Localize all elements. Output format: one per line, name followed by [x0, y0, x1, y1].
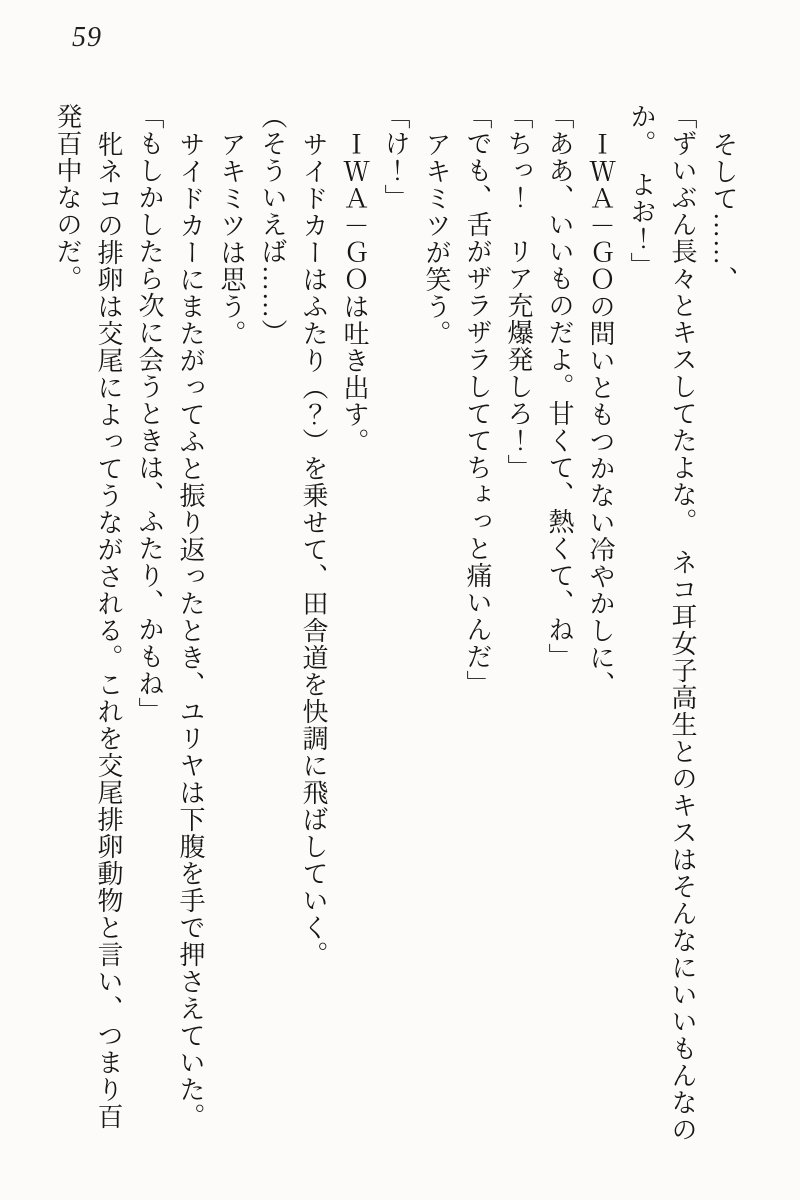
text-line: 「ああ、いいものだよ。甘くて、熱くて、ね」	[545, 103, 574, 670]
name-hyphen: －	[586, 212, 615, 239]
text-line: 牝ネコの排卵は交尾によってうながされる。これを交尾排卵動物と言い、つまり百	[94, 131, 123, 1130]
text-line: 「け！」	[381, 103, 410, 211]
text-line: そして……、	[709, 131, 738, 293]
text-line: 「でも、舌がザラザラしててちょっと痛いんだ」	[463, 103, 492, 697]
text-line: アキミツは思う。	[217, 131, 246, 347]
text-line: ＩＷＡ－ＧＯの問いともつかない冷やかしに、	[586, 131, 615, 698]
text-line: か。 よお！」	[627, 103, 656, 279]
name-hyphen: －	[340, 212, 369, 239]
text-line: 発百中なのだ。	[53, 103, 82, 292]
text-line: 「ずいぶん長々とキスしてたよな。 ネコ耳女子高生とのキスはそんなにいいもんなの	[668, 103, 697, 1143]
text-line: サイドカーはふたり（？）を乗せて、田舎道を快調に飛ばしていく。	[299, 131, 328, 968]
text-line: 「もしかしたら次に会うときは、ふたり、かもね」	[135, 103, 164, 724]
page-number: 59	[72, 22, 102, 53]
text-line: アキミツが笑う。	[422, 131, 451, 347]
text-line: （そういえば……）	[258, 103, 287, 346]
text-line: ＩＷＡ－ＧＯは吐き出す。	[340, 131, 369, 455]
text-line: 「ちっ！ リア充爆発しろ！」	[504, 103, 533, 481]
text-line: サイドカーにまたがってふと振り返ったとき、ユリヤは下腹を手で押さえていた。	[176, 131, 205, 1130]
text-columns	[47, 103, 744, 1183]
